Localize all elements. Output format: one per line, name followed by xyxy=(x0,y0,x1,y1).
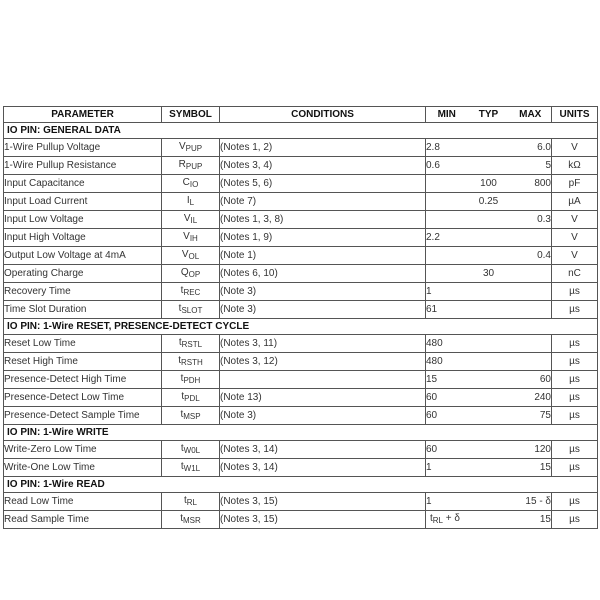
header-min: MIN xyxy=(426,107,468,123)
electrical-characteristics-table xyxy=(3,106,598,529)
min-cell: 0.6 xyxy=(426,157,468,175)
typ-cell xyxy=(468,353,510,371)
header-symbol: SYMBOL xyxy=(162,107,220,123)
symbol-main: I xyxy=(186,195,190,206)
typ-cell xyxy=(468,511,510,529)
parameter-cell: Input Capacitance xyxy=(4,175,162,193)
symbol-main: t xyxy=(180,373,184,384)
typ-cell xyxy=(468,211,510,229)
table-row xyxy=(4,247,598,265)
symbol-main: V xyxy=(183,213,191,224)
table-row xyxy=(4,459,598,477)
units-cell: µs xyxy=(552,389,598,407)
units-cell: µs xyxy=(552,407,598,425)
symbol-main: t xyxy=(180,285,184,296)
conditions-cell: (Notes 3, 15) xyxy=(220,511,426,529)
conditions-cell: (Notes 1, 9) xyxy=(220,229,426,247)
parameter-cell: Operating Charge xyxy=(4,265,162,283)
section-title: IO PIN: GENERAL DATA xyxy=(4,123,598,139)
symbol-subscript: PDL xyxy=(184,394,200,403)
table-row xyxy=(4,493,598,511)
table-row xyxy=(4,229,598,247)
conditions-cell: (Notes 1, 3, 8) xyxy=(220,211,426,229)
typ-cell xyxy=(468,441,510,459)
parameter-cell: Presence-Detect Low Time xyxy=(4,389,162,407)
units-cell: µs xyxy=(552,353,598,371)
symbol-main: V xyxy=(181,249,189,260)
conditions-cell: (Note 3) xyxy=(220,301,426,319)
symbol-main: t xyxy=(181,391,185,402)
parameter-cell: Output Low Voltage at 4mA xyxy=(4,247,162,265)
symbol-subscript: MSP xyxy=(183,412,201,421)
parameter-cell: Presence-Detect High Time xyxy=(4,371,162,389)
max-cell: 240 xyxy=(510,389,552,407)
max-cell: 5 xyxy=(510,157,552,175)
symbol-cell xyxy=(162,193,220,211)
symbol-main: t xyxy=(180,461,184,472)
header-parameter: PARAMETER xyxy=(4,107,162,123)
min-cell: 2.2 xyxy=(426,229,468,247)
typ-cell xyxy=(468,407,510,425)
symbol-cell xyxy=(162,493,220,511)
symbol-cell xyxy=(162,371,220,389)
units-cell: V xyxy=(552,247,598,265)
units-cell: nC xyxy=(552,265,598,283)
symbol-subscript: PUP xyxy=(185,162,203,171)
parameter-cell: Reset High Time xyxy=(4,353,162,371)
units-cell: µs xyxy=(552,371,598,389)
symbol-subscript: IH xyxy=(189,234,198,243)
max-cell xyxy=(510,193,552,211)
max-cell: 15 - δ xyxy=(510,493,552,511)
min-cell: 1 xyxy=(426,493,468,511)
parameter-cell: Recovery Time xyxy=(4,283,162,301)
table-row xyxy=(4,335,598,353)
symbol-main: t xyxy=(180,443,184,454)
conditions-cell: (Notes 3, 14) xyxy=(220,459,426,477)
symbol-cell xyxy=(162,407,220,425)
symbol-cell xyxy=(162,283,220,301)
table-row xyxy=(4,283,598,301)
symbol-subscript: SLOT xyxy=(181,306,203,315)
parameter-cell: Write-One Low Time xyxy=(4,459,162,477)
parameter-cell: Input Load Current xyxy=(4,193,162,211)
table-row xyxy=(4,175,598,193)
typ-cell xyxy=(468,335,510,353)
section-header-row xyxy=(4,123,598,139)
symbol-subscript: OP xyxy=(188,270,201,279)
typ-cell xyxy=(468,493,510,511)
symbol-cell xyxy=(162,175,220,193)
units-cell: µs xyxy=(552,283,598,301)
typ-cell: 30 xyxy=(468,265,510,283)
typ-cell xyxy=(468,283,510,301)
symbol-main: t xyxy=(180,513,183,524)
symbol-subscript: IL xyxy=(190,216,198,225)
min-cell: 2.8 xyxy=(426,139,468,157)
typ-cell: 0.25 xyxy=(468,193,510,211)
parameter-cell: Input Low Voltage xyxy=(4,211,162,229)
symbol-subscript: REC xyxy=(183,288,201,297)
symbol-cell xyxy=(162,301,220,319)
parameter-cell: Reset Low Time xyxy=(4,335,162,353)
units-cell: µs xyxy=(552,459,598,477)
symbol-subscript: RL xyxy=(186,498,197,507)
units-cell: V xyxy=(552,211,598,229)
typ-cell xyxy=(468,229,510,247)
table-row xyxy=(4,139,598,157)
max-cell: 800 xyxy=(510,175,552,193)
min-cell: 60 xyxy=(426,407,468,425)
symbol-main: t xyxy=(178,355,181,366)
min-cell xyxy=(426,193,468,211)
parameter-cell: Input High Voltage xyxy=(4,229,162,247)
units-cell: V xyxy=(552,139,598,157)
typ-cell xyxy=(468,371,510,389)
parameter-cell: Write-Zero Low Time xyxy=(4,441,162,459)
min-suffix: + δ xyxy=(443,513,460,524)
table-row xyxy=(4,301,598,319)
symbol-subscript: W1L xyxy=(183,464,201,473)
min-cell: 1 xyxy=(426,459,468,477)
symbol-subscript: L xyxy=(189,198,195,207)
header-row xyxy=(4,107,598,123)
typ-cell: 100 xyxy=(468,175,510,193)
symbol-subscript: PUP xyxy=(185,144,203,153)
typ-cell xyxy=(468,459,510,477)
max-cell xyxy=(510,335,552,353)
units-cell: µs xyxy=(552,493,598,511)
min-cell: 15 xyxy=(426,371,468,389)
conditions-cell: (Notes 3, 12) xyxy=(220,353,426,371)
header-conditions: CONDITIONS xyxy=(220,107,426,123)
min-cell xyxy=(426,247,468,265)
symbol-main: Q xyxy=(180,267,189,278)
symbol-main: t xyxy=(178,303,182,314)
symbol-main: t xyxy=(183,495,187,506)
typ-cell xyxy=(468,389,510,407)
symbol-cell xyxy=(162,265,220,283)
symbol-subscript: RSTH xyxy=(181,358,203,367)
symbol-cell xyxy=(162,511,220,529)
max-cell: 15 xyxy=(510,511,552,529)
max-cell: 0.3 xyxy=(510,211,552,229)
units-cell: µA xyxy=(552,193,598,211)
min-cell xyxy=(426,175,468,193)
symbol-cell xyxy=(162,389,220,407)
symbol-main: V xyxy=(178,141,186,152)
parameter-cell: 1-Wire Pullup Resistance xyxy=(4,157,162,175)
conditions-cell: (Note 3) xyxy=(220,283,426,301)
header-max: MAX xyxy=(510,107,552,123)
symbol-cell xyxy=(162,459,220,477)
parameter-cell: Time Slot Duration xyxy=(4,301,162,319)
min-cell: 1 xyxy=(426,283,468,301)
section-title: IO PIN: 1-Wire RESET, PRESENCE-DETECT CYCLE xyxy=(4,319,598,335)
symbol-cell xyxy=(162,335,220,353)
symbol-main: R xyxy=(178,159,186,170)
table-row xyxy=(4,211,598,229)
section-header-row xyxy=(4,477,598,493)
conditions-cell xyxy=(220,371,426,389)
typ-cell xyxy=(468,301,510,319)
min-subscript: RL xyxy=(432,516,444,525)
units-cell: µs xyxy=(552,441,598,459)
parameter-cell: 1-Wire Pullup Voltage xyxy=(4,139,162,157)
table-row xyxy=(4,407,598,425)
max-cell xyxy=(510,301,552,319)
parameter-cell: Read Low Time xyxy=(4,493,162,511)
parameter-cell: Presence-Detect Sample Time xyxy=(4,407,162,425)
min-cell xyxy=(426,511,468,529)
min-main: t xyxy=(430,513,433,524)
symbol-subscript: OL xyxy=(188,252,200,261)
typ-cell xyxy=(468,247,510,265)
units-cell: pF xyxy=(552,175,598,193)
typ-cell xyxy=(468,139,510,157)
units-cell: µs xyxy=(552,335,598,353)
section-header-row xyxy=(4,319,598,335)
units-cell: kΩ xyxy=(552,157,598,175)
max-cell xyxy=(510,283,552,301)
section-title: IO PIN: 1-Wire WRITE xyxy=(4,425,598,441)
table-row xyxy=(4,265,598,283)
conditions-cell: (Notes 6, 10) xyxy=(220,265,426,283)
max-cell: 15 xyxy=(510,459,552,477)
max-cell: 6.0 xyxy=(510,139,552,157)
min-cell: 480 xyxy=(426,335,468,353)
table-row xyxy=(4,371,598,389)
conditions-cell: (Note 1) xyxy=(220,247,426,265)
symbol-subscript: RSTL xyxy=(181,340,203,349)
conditions-cell: (Notes 3, 14) xyxy=(220,441,426,459)
max-cell: 75 xyxy=(510,407,552,425)
table-body xyxy=(4,123,598,529)
symbol-cell xyxy=(162,157,220,175)
min-cell xyxy=(426,211,468,229)
table-row xyxy=(4,193,598,211)
header-typ: TYP xyxy=(468,107,510,123)
section-header-row xyxy=(4,425,598,441)
symbol-cell xyxy=(162,211,220,229)
max-cell: 120 xyxy=(510,441,552,459)
conditions-cell: (Notes 3, 15) xyxy=(220,493,426,511)
min-cell: 60 xyxy=(426,389,468,407)
symbol-subscript: W0L xyxy=(183,446,201,455)
header-units: UNITS xyxy=(552,107,598,123)
units-cell: µs xyxy=(552,301,598,319)
units-cell: µs xyxy=(552,511,598,529)
symbol-cell xyxy=(162,139,220,157)
conditions-cell: (Notes 3, 11) xyxy=(220,335,426,353)
conditions-cell: (Notes 3, 4) xyxy=(220,157,426,175)
max-cell xyxy=(510,353,552,371)
symbol-main: t xyxy=(178,337,182,348)
symbol-main: V xyxy=(183,231,190,242)
symbol-subscript: PDH xyxy=(183,376,201,385)
units-cell: V xyxy=(552,229,598,247)
max-cell xyxy=(510,265,552,283)
conditions-cell: (Notes 1, 2) xyxy=(220,139,426,157)
symbol-cell xyxy=(162,229,220,247)
symbol-subscript: IO xyxy=(189,180,199,189)
symbol-main: C xyxy=(182,177,190,188)
table-row xyxy=(4,389,598,407)
conditions-cell: (Note 7) xyxy=(220,193,426,211)
conditions-cell: (Note 3) xyxy=(220,407,426,425)
table-row xyxy=(4,157,598,175)
min-cell: 480 xyxy=(426,353,468,371)
symbol-cell xyxy=(162,353,220,371)
max-cell: 0.4 xyxy=(510,247,552,265)
min-cell: 60 xyxy=(426,441,468,459)
max-cell xyxy=(510,229,552,247)
min-cell xyxy=(426,265,468,283)
conditions-cell: (Note 13) xyxy=(220,389,426,407)
symbol-subscript: MSR xyxy=(183,516,201,525)
table-row xyxy=(4,511,598,529)
typ-cell xyxy=(468,157,510,175)
symbol-cell xyxy=(162,441,220,459)
table-row xyxy=(4,441,598,459)
symbol-main: t xyxy=(180,409,184,420)
parameter-cell: Read Sample Time xyxy=(4,511,162,529)
conditions-cell: (Notes 5, 6) xyxy=(220,175,426,193)
section-title: IO PIN: 1-Wire READ xyxy=(4,477,598,493)
symbol-cell xyxy=(162,247,220,265)
min-cell: 61 xyxy=(426,301,468,319)
max-cell: 60 xyxy=(510,371,552,389)
table-row xyxy=(4,353,598,371)
